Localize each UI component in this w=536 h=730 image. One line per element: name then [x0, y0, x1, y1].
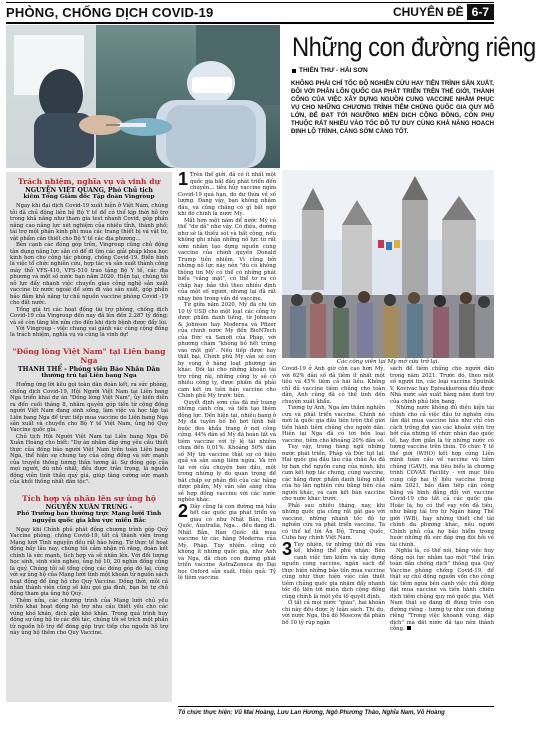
paragraph-text: Trên thế giới, đã có ít nhất một quốc gia bắt đầu phát triển đến chuyên... tiêu hủy vaccine ngừa Covid-19 quá hạn, do dự thừa về số lượng. Đáng vậy, bạn không nhầm đâu, và cũng chẳng có gì bất ngờ khi đó chính là nước Mỹ. — [178, 172, 276, 217]
paragraph: Phải sau nhiều tháng, nay, khi những quốc gia cũng rất gắt gao với vaccine, những nhánh tốc độ tự nghiên cứu và phát triển vaccine. Ta có thể kể tới Ấn Độ, Trung Quốc, Cuba hay chính Việt Nam. — [282, 502, 385, 541]
paragraph: Ngay khi Chính phủ phát động chương trình góp Quỹ Vaccine phòng, chống Covid-19, tất cả thành viên trong Mạng lưới Tình nguyện đều rất hào hứng. Từ thực tế hoạt động bấy lâu nay, chúng tôi cảm nhận rõ rằng, đoàn kết chính là sức mạnh, tích hợp và sẽ nhân lên. Với đối tượng học sinh, sinh viên nghèo, ủng hộ 10, 20 nghìn đồng cũng là quý. Chúng tôi sẽ tổng cộng các đóng góp đó lại, cùng với sự ủng hộ của Mạng lưới tình một khoản từ nguồn sách hoạt động để ủng hộ cho Quỹ Vaccine. Đồng thời, mỗi cá nhân thành viên cũng sẽ kêu gọi gia đình, bạn bè tự chủ động tham gia ủng hộ Quỹ. — [10, 526, 168, 598]
paragraph: sách để tiêm chủng cho người dân trong năm 2021. Trước đó, theo một số người tin, các loại vaccine Sputnik V, Kovivac hay Epivakkorona đều được Nhà nước sản xuất hàng năm dưới trợ của chính phủ liên bang. — [390, 366, 494, 405]
sidebar-section-body — [10, 527, 168, 637]
park-photo — [282, 170, 494, 358]
article-headline: Những con đường riêng — [292, 32, 536, 62]
paragraph: Chủ tịch Hội Người Việt Nam tại Liên bang Nga Đỗ Xuân Hoàng cho biết: "Dự án nhằm đáp ứng yêu cầu thiết thực của đồng bào người Việt Nam trên toàn Liên bang Nga, thể hiện sự chung tay của cộng đồng và sức mạnh của truyền thống tương thân tương ái. Sự đóng góp của mọi người, dù nhỏ nhất, đều được trân trọng, là nguồn động viên tinh thần quý giá, giúp tăng cường sức mạnh của khối thống nhất dân tộc". — [10, 433, 168, 486]
sidebar-section-author: NGUYỄN VIỆT QUANG, Phó Chủ tịch — [25, 187, 153, 194]
section-name: CHUYÊN ĐỀ — [392, 5, 464, 19]
sidebar-section-title: Tích hợp và nhân lên sự ủng hộ — [22, 493, 156, 503]
paragraph: Ngay khi đại dịch Covid-19 xuất hiện ở Việt Nam, chúng tôi đã chủ động liên hệ Bộ Y tế để có thể kịp thời hỗ trợ trong khả năng như tham gia test nhanh Covid, góp phần nâng cao năng lực xét nghiệm của nhiều tỉnh, thành phố; tài trợ một phần kinh phí mua các trang thiết bị và vật tư, vật phẩm cần thiết cho Bộ Y tế các địa phương... — [10, 203, 168, 242]
article-byline — [292, 67, 368, 74]
page-header — [6, 3, 494, 21]
paragraph — [282, 538, 385, 601]
paragraph: Những nước không đủ điều kiện tài chính cho cả việc đầu tư nghiên cứu lẫn đặt mua vaccine hầu như chỉ còn cách trông đợi vào các khoản viện trợ bởi của những tổ chức nhân đạo quốc tế, hay đơn giản là từ những nước có lượng vaccine trên thừa. Tổ chức Y tế thế giới (WHO) kết hợp cùng Liên minh toàn cầu về vaccine và tiêm chủng (GAVI), mà tiêu biểu là chương trình COVAX Facility - với mục tiêu cung cấp hai tỷ liều vaccine trong năm 2021, bảo đảm tiếp cận công bằng và bình đẳng đối với vaccine Covid-19 cho tất cả các quốc gia. Hoặc là, họ có thể vay vốn đã tiêu, như bằng tài trợ từ Ngân hàng Thế giới (WB), hay những thiết chế tài chính đa phương khác, nếu người Chính phủ của họ bảo hiểm trong huớc những đủ sức đáp ứng đòi hỏi về tài chính. — [390, 405, 494, 548]
sidebar-section-author: NGUYỄN XUÂN TRUNG - — [45, 503, 133, 511]
vaccination-photo — [6, 25, 280, 168]
section-title: PHÒNG, CHỐNG DỊCH COVID-19 — [6, 5, 214, 20]
sidebar-section-role: thường trú tại Liên bang Nga — [41, 373, 137, 380]
drop-cap: 1 — [178, 169, 189, 189]
paragraph: Covid-19 ở Anh giờ còn cao hơn Mỹ, với 62% dân số đã tiêm ít nhất một liều và 45% tiêm cả hai liều. Không chỉ đủ vaccine tiêm chủng cho toàn dân, Anh cũng đã có thể tính đến chuyện xuất khẩu. — [282, 366, 385, 405]
end-mark-icon — [407, 626, 411, 630]
paragraph: Ở tất cả mọi nước "giàu", hai khoản chi này đều được lý luận sách. Thí dụ, với nước Nga, thủ đô Moscow đã phân bổ 10 tỷ rúp ngân — [282, 600, 385, 626]
article-column-2 — [282, 366, 385, 702]
paragraph: Từ giữa năm 2020, Mỹ đã chi tới 10 tỷ USD cho một loạt các công ty dược phẩm danh tiếng, từ Johnson & Johnson hay Moderna và Pfizer của chính nước Mỹ đến BioNTech của Đức và Sanofi của Pháp, với phương châm "không bỏ hết trứng vào một giỏ". Nếu tiếp được hay thất bại, Chính phủ Mỹ vẫn sẽ còn hy vọng ở hàng loạt phương án khác. Đối lại cho những khoản tài trợ rộng rãi, những công ty sẽ có nhiều công ty, dược phẩm đã phải cam kết ưu tiên bán vaccine cho Chính phủ Mỹ trước tiên. — [178, 302, 276, 399]
sidebar-section-title: "Đồng lòng Việt Nam" tại Liên bang Nga — [12, 346, 166, 365]
header-right — [393, 3, 494, 21]
sidebar-section — [10, 347, 168, 486]
sidebar-section-title: Trách nhiệm, nghĩa vụ và vinh dự — [17, 177, 161, 186]
sidebar-section — [10, 177, 168, 339]
article-column-1 — [178, 169, 276, 702]
spacer — [10, 339, 168, 345]
article-sapo: KHÔNG PHẢI CHỈ TỐC ĐỘ NGHIÊN CỨU HAY TIỆN TRÌNH SẢN XUẤT, ĐÔI VỚI PHÂN LÔN QUỐC GIA PHÁT TRIỂN TRÊN THẾ GIỚI, THÀNH CÔNG CỦA VIỆC XÂY DỰNG NGUỒN CUNG VACCINE NHẰM PHỤC VỤ CHO NHỮNG CHƯƠNG TRÌNH TIÊM CHỦNG QUỐC GIA QUY MÔ LỚN, ĐỂ ĐẠT TỚI NGƯỠNG MIỄN DỊCH CỘNG ĐỒNG, CÒN PHỤ THUỘC RẤT NHIỀU VÀO TỐC ĐỘ TƯ DUY CÙNG KHẢ NĂNG HOẠCH ĐỊNH LỘ TRÌNH, CÀNG SỚM CÀNG TỐT. — [291, 80, 494, 136]
paragraph-text: Tuy nhiên, từ những thứ đủ vừa kể, không thể phủ nhận: Bên cạnh việc tìm kiếm và xây dựng nguồn cung vaccine, ngăn sách để thực hiện những bảo tồn mua vaccine cũng như thực hiện việc cần thiết tiêm chủng quốc gia nhằm đẩy nhanh tốc độ tiến tới miễn dịch cộng đồng cũng chính là một yếu tố quyết định. — [282, 541, 385, 600]
sidebar-section-role: kiêm Tổng Giám đốc Tập đoàn Vingroup — [23, 194, 155, 201]
paragraph — [390, 548, 494, 633]
page-number-badge: 6-7 — [467, 4, 494, 20]
sidebar-section-body — [10, 382, 168, 485]
byline-text: THIÊN THƯ - HẢI SƠN — [299, 67, 368, 74]
spacer — [10, 486, 168, 492]
paragraph: Với Vingroup - việc chung vai gánh vác cùng cộng đồng là trách nhiệm, nghĩa vụ và cũng là vinh dự! — [10, 326, 168, 339]
paragraph — [178, 500, 276, 582]
paragraph-text: Dây cũng là con đường mà hầu hết các quốc gia phát triển và giàu có như Nhật Bản, Hàn Quốc, Australia, Nga... đều đang đi. Nhật Bản, Hàn Quốc đã mua vaccine từ các hãng Moderna của Mỹ, Pháp. Tuy nhiên, cũng có không ít những quốc gia, như Anh và Nga, đã chọn con đường phát triển vaccine AstraZeneca do Đại học Oxford sản xuất. Hiệu quả: Tỷ lệ tiêm vaccine — [178, 503, 276, 581]
paragraph: Tổng giá trị các hoạt động tài trợ phòng, chống dịch Covid-19 của Vingroup đến nay đã lên đến 2.287 tỷ đồng; và sẽ còn tăng lên nữa cho đến khi dịch bệnh được đẩy lùi. — [10, 306, 168, 326]
footer-rule — [178, 706, 494, 707]
header-rule — [6, 22, 494, 24]
credits-line: Tổ chức thực hiện: Vũ Mai Hoàng, Lưu Lan Hương, Ngô Phương Thảo, Nghĩa Nam, Võ Hoàng — [178, 710, 445, 716]
photo-caption: Các công viên tại Mỹ mở cửa trở lại. — [336, 359, 440, 365]
paragraph: Bên cạnh các đóng góp trên, Vingroup cũng chủ động tận dụng năng lực sẵn có để đi tìm các giải pháp khoa học kinh hơn cho công tác phòng, chống Covid-19. Điển hình là việc tổ chức nghiên cứu, hợp tác và sản xuất thành công máy thở VFS-410, VFS-510 trao tặng Bộ Y tế, các địa phương và một số nước bạn năm 2020. Hiện tại, chúng tôi nỗ lực đẩy nhanh việc chuyển giao công nghệ sản xuất vaccine từ nước ngoài để sớm đi vào sản xuất, góp phần bảo đảm khả năng tự chủ nguồn vaccine phòng Covid -19 cho đất nước. — [10, 242, 168, 307]
sidebar-section-role: Phó Trưởng ban thường trực Mạng lưới Tình nguyện quốc gia khu vực miền Bắc — [16, 510, 162, 524]
article-column-3 — [390, 366, 494, 702]
drop-cap: 3 — [282, 538, 293, 559]
paragraph: Hưởng ứng lời kêu gọi toàn dân đoàn kết, ra sức phòng, chống dịch Covid-19, Hội Người Việt Nam tại Liên bang Nga triển khai dự án "Đồng lòng Việt Nam", ủy kiến diễn ra đến cuối tháng 8, nhằm quyên góp tiền từ cộng đồng người Việt Nam đang sinh sống, làm việc và học tập tại Liên bang Nga để trực tiếp mua vaccine do Liên bang Nga sản xuất và chuyển cho Bộ Y tế Việt Nam, ủng hộ Quỹ Vaccine quốc gia. — [10, 382, 168, 434]
paragraph: Tương tự Anh, Nga âm thầm nghiên cứu và phát triển vaccine. Chính nó mới là quốc gia đầu tiên trên thế giới tiến hành tiêm chủng cho người dân. Hiện tại Nga đã có tới bốn loại vaccine, tiêm cho khoảng 20% dân số. — [282, 405, 385, 444]
byline-square-icon — [292, 69, 296, 73]
paragraph: Quyết định sớm của đã mở toang những cánh cửa, và tiến tạo thêm động lực. Đến hiện tại, nhiều bang ở Mỹ đã tuyên bố bỏ bớt lệnh bắt buộc đeo khẩu trang ở nơi công cộng. 44% dân số Mỹ đã hoàn tất và tiêm vaccine với tỷ lệ tái nhiễm chưa đến 0,01%. Khoảng 50% dân số Mỹ tin vaccine thật sự có hiệu quả và sẵn sàng tiêm ngừa. Và trớ lại với câu chuyện ban đầu, một trong những lý do quan trọng để bắt chấp sự phản đối của các hãng dược phẩm, Mỹ vẫn sẵn sàng chia sẻ hợp đồng vaccine với các nước nghèo khác. — [178, 399, 276, 503]
sidebar-section — [10, 494, 168, 637]
sidebar-section-author: THANH THỂ - Phóng viên Báo Nhân Dân — [18, 365, 160, 373]
sidebar-section-body — [10, 203, 168, 339]
sidebar-box — [6, 172, 172, 702]
paragraph: Thêm nữa, các chương trình của Mạng lưới chủ yếu triển khai hoạt động hỗ trợ nhu cầu thiết yếu cho các vùng khó khăn, dịch gặp khó khăn. Trong quá trình huy động sự ủng hộ từ các đối tác, chúng tôi sẽ trích một phần từ nguồn hỗ trợ để đóng góp trực tiếp cho nguồn hỗ trợ này ủng hộ thêm cho Quỹ Vaccine. — [10, 597, 168, 637]
paragraph: Mất hơn một năm để nước Mỹ có thể "dư dả" như vậy. Có điều, đường như sẽ là thiếu sót và bất công, nếu không ghi nhận những nỗ lực từ rất sớm nhằm tạo dựng nguồn cung vaccine của chính quyền Donald Trump tiền nhiệm. Vì cũng bởi những nỗ lực này nên "dù có không thông tin Mỹ có thể có những phát biểu "vắng mặt", có thể tơ ra có chấp hay bảo thủ theo nhiều định của một số người, nhưng lại đã rất nhạy bén trong vấn đề vaccine. — [178, 217, 276, 302]
paragraph-text: Nghĩa là, có thể nói, bằng việc huy động nội lực nhằm tạo một "thế trận toàn dân chống dịch" thông qua Quỹ Vaccine phòng chống Covid-19, để thật sự chủ động nguồn vốn cho công tác tiêm ngừa bên cạnh việc chủ động đặt mua vaccine và tiến hành chiến dịch tiêm chủng quy mô quốc gia, Việt Nam thật sự đang đi đúng trên con đường riêng - tương tự như con đường riêng "Trong việc khoanh vùng, dập dịch" mà đất nước đã tạo nên thành công. — [390, 548, 494, 632]
drop-cap: 2 — [178, 500, 189, 521]
paragraph — [178, 169, 276, 218]
paragraph: Tuy vậy, trong hàng ngũ những nước phát triển, Pháp và Đức tụt lại. Hai quốc gia đầu tàu của châu Âu đã tự hạn chế nguồn cung của mình, khi cam kết hợp tác chung, cùng vaccine, các hãng được phẩm danh tiếng nhất của họ lần nghiên cứu bằng tiền của người khác, và cam kết bán vaccine cho nước khác trước. — [282, 444, 385, 502]
